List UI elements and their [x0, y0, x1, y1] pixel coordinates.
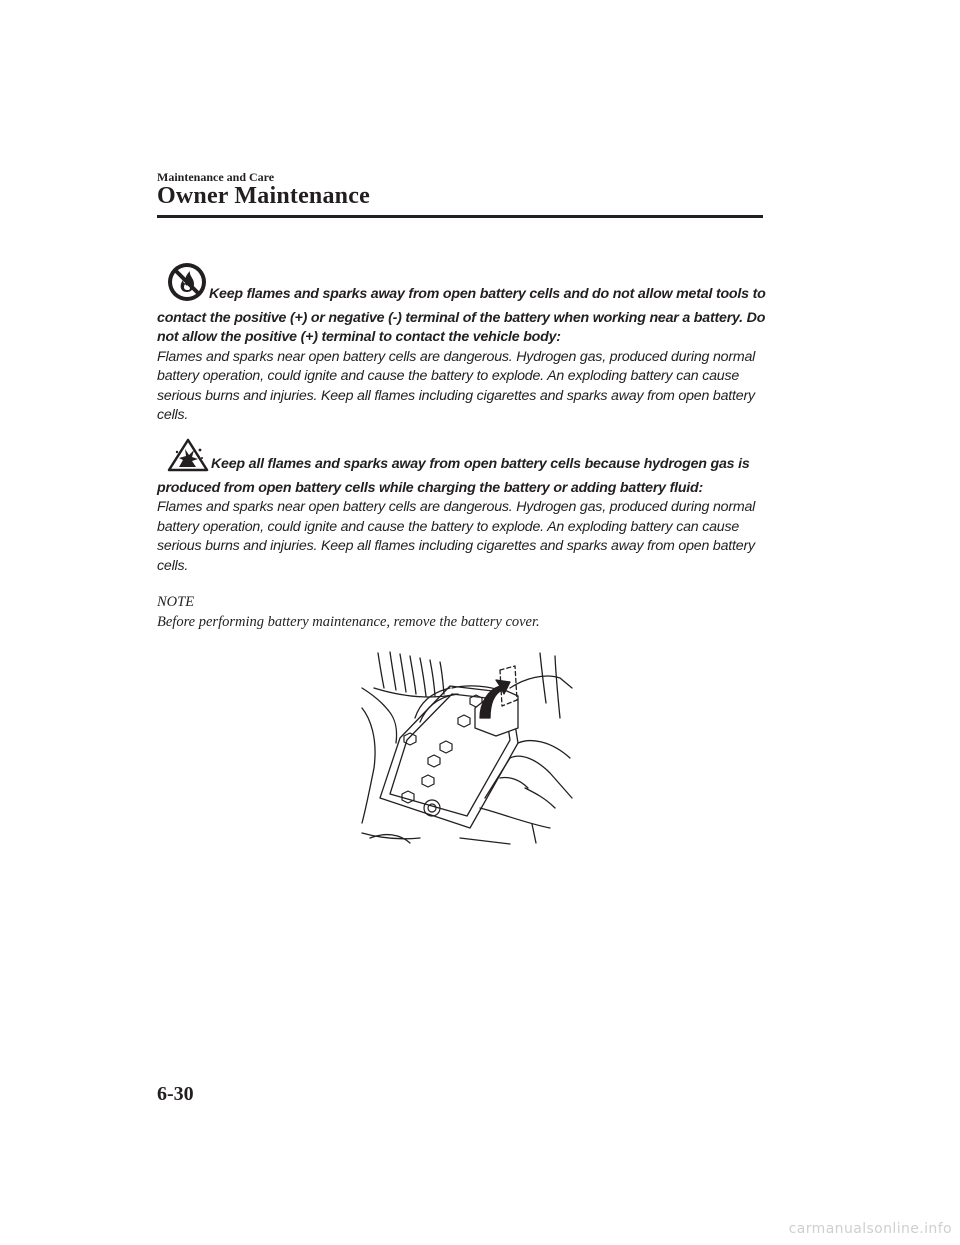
- warning-flames-heading-text: Keep flames and sparks away from open battery cells and do not allow metal tools to contact the positive (+) or negative (-) terminal of the battery when working near a battery. Do not allow the positive (+) terminal to contact the vehicle body:: [157, 286, 766, 345]
- warning-flames-heading: [157, 262, 767, 348]
- note: [157, 592, 540, 632]
- section-label: Maintenance and Care: [157, 170, 275, 184]
- title-divider: [157, 215, 763, 218]
- warning-explosion: [157, 438, 767, 576]
- page-title: Owner Maintenance: [157, 183, 370, 209]
- battery-cover-illustration: [360, 648, 575, 846]
- warning-explosion-heading: [157, 438, 767, 498]
- warning-explosion-body: Flames and sparks near open battery cells are dangerous. Hydrogen gas, produced during normal battery operation, could ignite and cause the battery to explode. An exploding battery can cause serious burns and injuries. Keep all flames including cigarettes and sparks away from open battery cells.: [157, 499, 756, 574]
- warning-explosion-heading-text: Keep all flames and sparks away from open battery cells because hydrogen gas is produced from open battery cells while charging the battery or adding battery fluid:: [157, 456, 750, 496]
- no-flames-icon: [167, 262, 207, 309]
- note-label: NOTE: [157, 594, 195, 610]
- footer-url: carmanualsonline.info: [788, 1221, 952, 1237]
- warning-flames: [157, 262, 767, 426]
- page-number: 6-30: [157, 1083, 194, 1105]
- warning-flames-body: Flames and sparks near open battery cells are dangerous. Hydrogen gas, produced during normal battery operation, could ignite and cause the battery to explode. An exploding battery can cause serious burns and injuries. Keep all flames including cigarettes and sparks away from open battery cells.: [157, 348, 756, 423]
- note-text: Before performing battery maintenance, remove the battery cover.: [157, 614, 540, 630]
- explosion-warning-icon: [167, 438, 209, 479]
